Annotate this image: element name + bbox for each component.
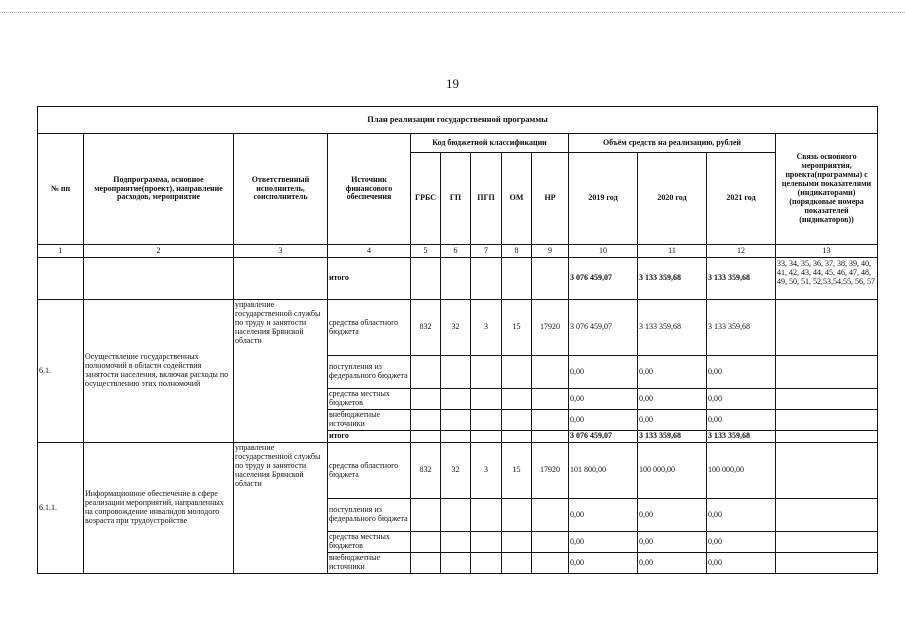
header-executor: Ответственный исполнитель, соисполнитель	[234, 134, 328, 245]
source-cell: средства областного бюджета	[328, 443, 411, 499]
column-number: 13	[776, 245, 878, 258]
plan-table	[37, 106, 878, 574]
header-2019: 2019 год	[569, 153, 638, 245]
value-2019: 0,00	[569, 532, 638, 553]
total-2019: 3 076 459,07	[569, 258, 638, 300]
column-number-row	[38, 245, 878, 258]
header-om: ОМ	[502, 153, 532, 245]
value-2019: 0,00	[569, 410, 638, 431]
column-number: 10	[569, 245, 638, 258]
column-number: 9	[532, 245, 569, 258]
value-2020: 3 133 359,68	[638, 300, 707, 356]
table-title: План реализации государственной программы	[38, 107, 878, 134]
column-number: 4	[328, 245, 411, 258]
header-2021: 2021 год	[707, 153, 776, 245]
header-num: № пп	[38, 134, 84, 245]
scan-artifact-line	[0, 12, 905, 13]
total-source: итого	[328, 258, 411, 300]
nr-cell: 17920	[532, 300, 569, 356]
value-2021: 0,00	[707, 410, 776, 431]
total-indicator-links: 33, 34, 35, 36, 37, 38, 39, 40, 41, 42, 43, 44, 45, 46, 47, 48, 49, 50, 51, 52,53,54,55, 56, 57	[776, 258, 878, 300]
om-cell: 15	[502, 443, 532, 499]
section-611-executor: управление государственной службы по труду и занятости населения Брянской области	[234, 443, 328, 574]
value-2020: 3 133 359,68	[638, 431, 707, 443]
column-number: 3	[234, 245, 328, 258]
header-source: Источник финансового обеспечения	[328, 134, 411, 245]
source-cell: средства местных бюджетов	[328, 389, 411, 410]
pgp-cell: 3	[471, 300, 502, 356]
value-2021: 3 133 359,68	[707, 431, 776, 443]
header-2020: 2020 год	[638, 153, 707, 245]
value-2020: 0,00	[638, 532, 707, 553]
source-cell: средства местных бюджетов	[328, 532, 411, 553]
header-grbs: ГРБС	[411, 153, 441, 245]
header-volume: Объём средств на реализацию, рублей	[569, 134, 776, 153]
gp-cell: 32	[441, 300, 471, 356]
om-cell: 15	[502, 300, 532, 356]
column-number: 12	[707, 245, 776, 258]
value-2021: 0,00	[707, 356, 776, 389]
value-2021: 0,00	[707, 553, 776, 574]
source-cell: итого	[328, 431, 411, 443]
column-number: 6	[441, 245, 471, 258]
column-number: 11	[638, 245, 707, 258]
value-2020: 0,00	[638, 410, 707, 431]
value-2021: 100 000,00	[707, 443, 776, 499]
value-2020: 0,00	[638, 499, 707, 532]
table-row	[38, 443, 878, 499]
grbs-cell: 832	[411, 300, 441, 356]
section-611-name: Информационное обеспечение в сфере реализации мероприятий, направленных на сопровождение инвалидов молодого возраста при трудоустройстве	[84, 443, 234, 574]
header-link: Связь основного мероприятия, проекта(программы) с целевыми показателями (индикаторами) (порядковые номера показателей (индикаторов))	[776, 134, 878, 245]
section-61-number: 6.1.	[38, 300, 84, 443]
section-61-name: Осуществление государственных полномочий в области содействия занятости населения, включая расходы по осуществлению этих полномочий	[84, 300, 234, 443]
value-2019: 0,00	[569, 389, 638, 410]
section-611-number: 6.1.1.	[38, 443, 84, 574]
value-2020: 0,00	[638, 356, 707, 389]
header-budget-code: Код бюджетной классификации	[411, 134, 569, 153]
source-cell: внебюджетные источники	[328, 410, 411, 431]
header-gp: ГП	[441, 153, 471, 245]
source-cell: поступления из федерального бюджета	[328, 499, 411, 532]
nr-cell: 17920	[532, 443, 569, 499]
grbs-cell: 832	[411, 443, 441, 499]
column-number: 7	[471, 245, 502, 258]
total-row	[38, 258, 878, 300]
value-2019: 3 076 459,07	[569, 300, 638, 356]
header-nr: НР	[532, 153, 569, 245]
value-2020: 0,00	[638, 389, 707, 410]
table-row	[38, 300, 878, 356]
total-2021: 3 133 359,68	[707, 258, 776, 300]
value-2019: 0,00	[569, 499, 638, 532]
source-cell: средства областного бюджета	[328, 300, 411, 356]
total-2020: 3 133 359,68	[638, 258, 707, 300]
pgp-cell: 3	[471, 443, 502, 499]
header-subprogram: Подпрограмма, основное мероприятие(проект), направление расходов, мероприятие	[84, 134, 234, 245]
header-pgp: ПГП	[471, 153, 502, 245]
section-61-executor: управление государственной службы по труду и занятости населения Брянской области	[234, 300, 328, 443]
value-2021: 0,00	[707, 389, 776, 410]
value-2021: 3 133 359,68	[707, 300, 776, 356]
value-2021: 0,00	[707, 532, 776, 553]
value-2019: 0,00	[569, 553, 638, 574]
gp-cell: 32	[441, 443, 471, 499]
column-number: 8	[502, 245, 532, 258]
column-number: 5	[411, 245, 441, 258]
value-2020: 100 000,00	[638, 443, 707, 499]
value-2019: 3 076 459,07	[569, 431, 638, 443]
page-number: 19	[446, 76, 459, 91]
value-2021: 0,00	[707, 499, 776, 532]
value-2020: 0,00	[638, 553, 707, 574]
source-cell: поступления из федерального бюджета	[328, 356, 411, 389]
source-cell: внебюджетные источники	[328, 553, 411, 574]
column-number: 1	[38, 245, 84, 258]
value-2019: 0,00	[569, 356, 638, 389]
column-number: 2	[84, 245, 234, 258]
value-2019: 101 800,00	[569, 443, 638, 499]
